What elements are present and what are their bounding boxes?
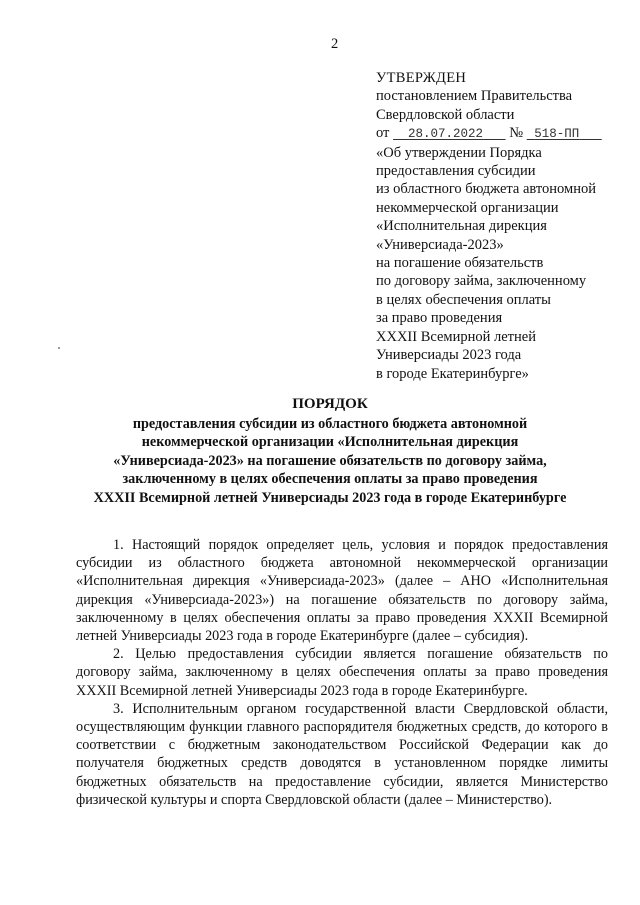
approval-line-region: Свердловской области bbox=[376, 106, 515, 123]
document-subtitle-line: предоставления субсидии из областного бюджета автономной bbox=[132, 415, 528, 432]
document-subtitle-line: «Универсиада-2023» на погашение обязательств по договору займа, bbox=[113, 452, 547, 469]
resolution-title-line: в целях обеспечения оплаты bbox=[376, 291, 551, 308]
document-subtitle-line: заключенному в целях обеспечения оплаты за право проведения bbox=[122, 471, 538, 488]
resolution-title-line: «Универсиада-2023» bbox=[376, 236, 504, 253]
paragraph-3: 3. Исполнительным органом государственной власти Свердловской области, осуществляющим функции главного распорядителя бюджетных средств, до которого в соответствии с бюджетным законодательством Российской Федерации как до получателя бюджетных средств доводятся в установленном порядке лимиты бюджетных обязательств на предоставление субсидии, является Министерство физической культуры и спорта Свердловской области (далее – Министерство). bbox=[76, 700, 608, 808]
decree-date: 28.07.2022 bbox=[408, 127, 484, 142]
paragraph-1: 1. Настоящий порядок определяет цель, условия и порядок предоставления субсидии из областного бюджета автономной некоммерческой организации «Исполнительная дирекция «Универсиада-2023» (далее – АНО «Исполнительная дирекция «Универсиада-2023») на погашение обязательств по договору займа, заключенному в целях обеспечения оплаты за право проведения XXXII Всемирной летней Универсиады 2023 года в городе Екатеринбурге (далее – субсидия). bbox=[76, 537, 608, 645]
resolution-title-line: Универсиады 2023 года bbox=[376, 347, 522, 364]
number-prefix: № bbox=[509, 125, 524, 142]
approval-date-number-line bbox=[376, 124, 626, 143]
resolution-title-line: в городе Екатеринбурге» bbox=[376, 365, 529, 382]
resolution-title-line: на погашение обязательств bbox=[376, 255, 544, 272]
scan-speck bbox=[58, 347, 60, 349]
approval-stamp-block bbox=[376, 69, 626, 383]
approval-line-decree: постановлением Правительства bbox=[376, 88, 573, 105]
document-subtitle-line: XXXII Всемирной летней Универсиады 2023 года в городе Екатеринбурге bbox=[93, 489, 567, 506]
resolution-title-line: за право проведения bbox=[376, 310, 503, 327]
decree-number: 518-ПП bbox=[534, 127, 580, 142]
approval-heading: УТВЕРЖДЕН bbox=[376, 70, 467, 86]
document-body bbox=[76, 536, 608, 809]
resolution-title-line: по договору займа, заключенному bbox=[376, 273, 587, 290]
resolution-title-line: из областного бюджета автономной bbox=[376, 181, 596, 198]
page-number: 2 bbox=[331, 36, 339, 52]
resolution-title-line: некоммерческой организации bbox=[376, 199, 559, 216]
resolution-title-line: предоставления субсидии bbox=[376, 163, 536, 180]
resolution-title-line: «Исполнительная дирекция bbox=[376, 218, 547, 235]
resolution-title-line: «Об утверждении Порядка bbox=[376, 144, 542, 161]
document-subtitle-line: некоммерческой организации «Исполнительная дирекция bbox=[141, 434, 519, 451]
date-prefix: от bbox=[376, 125, 390, 142]
paragraph-2: 2. Целью предоставления субсидии является погашение обязательств по договору займа, заключенному в целях обеспечения оплаты за право проведения XXXII Всемирной летней Универсиады 2023 года в городе Екатеринбурге. bbox=[76, 646, 608, 699]
document-title-block bbox=[60, 395, 600, 508]
document-title: ПОРЯДОК bbox=[292, 396, 368, 412]
resolution-title-line: XXXII Всемирной летней bbox=[376, 328, 536, 345]
